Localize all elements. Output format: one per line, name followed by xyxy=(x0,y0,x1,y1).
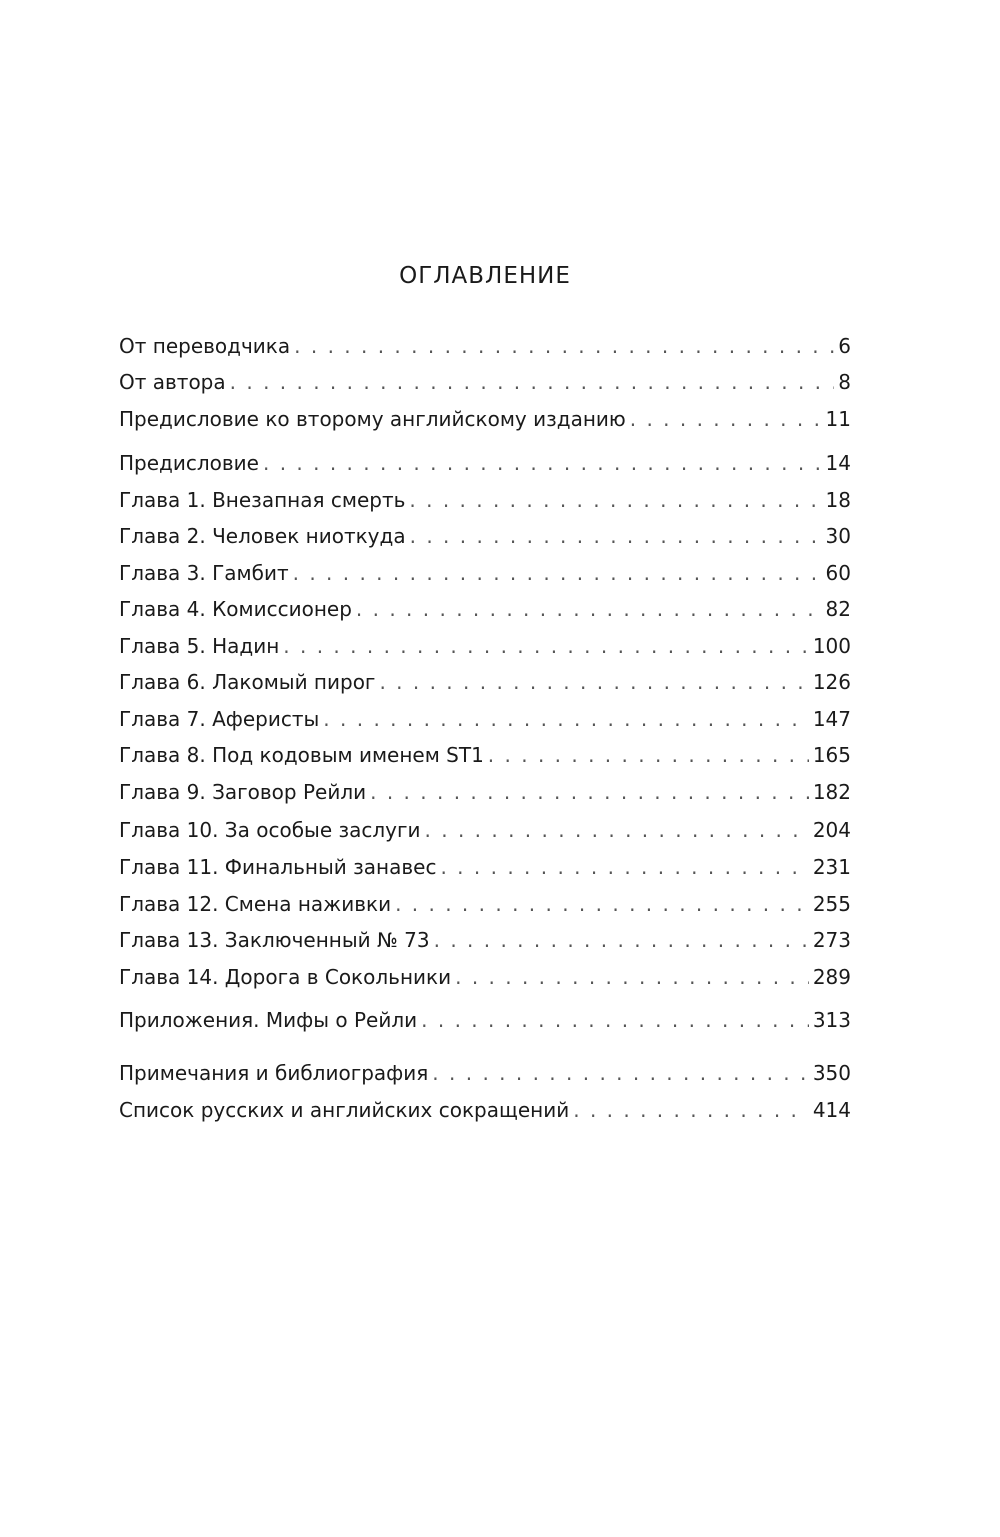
dot-leader xyxy=(488,737,809,773)
page-title: ОГЛАВЛЕНИЕ xyxy=(399,263,571,289)
dot-leader xyxy=(293,555,822,591)
dot-leader xyxy=(409,482,821,518)
toc-entry-label: Глава 7. Аферисты xyxy=(119,707,320,731)
toc-entry[interactable] xyxy=(119,737,851,773)
dot-leader xyxy=(370,774,809,810)
toc-entry[interactable] xyxy=(119,364,851,400)
toc-entry-label: Глава 11. Финальный занавес xyxy=(119,855,437,879)
dot-leader xyxy=(434,922,809,958)
toc-entry-label: Глава 6. Лакомый пирог xyxy=(119,670,376,694)
toc-entry-page: 126 xyxy=(812,670,851,694)
dot-leader xyxy=(630,401,822,437)
toc-entry[interactable] xyxy=(119,1055,851,1091)
toc-entry-page: 14 xyxy=(825,451,851,475)
toc-entry-label: Глава 4. Комиссионер xyxy=(119,597,352,621)
toc-entry-page: 414 xyxy=(812,1098,851,1122)
toc-entry-page: 255 xyxy=(812,892,851,916)
toc-entry[interactable] xyxy=(119,886,851,922)
toc-entry-label: Список русских и английских сокращений xyxy=(119,1098,570,1122)
toc-entry-page: 350 xyxy=(812,1061,851,1085)
toc-entry[interactable] xyxy=(119,959,851,995)
toc-entry-page: 204 xyxy=(812,818,851,842)
toc-entry[interactable] xyxy=(119,401,851,437)
toc-entry[interactable] xyxy=(119,849,851,885)
toc-entry-page: 60 xyxy=(825,561,851,585)
toc-entry[interactable] xyxy=(119,774,851,810)
toc-entry[interactable] xyxy=(119,518,851,554)
toc-entry-page: 6 xyxy=(838,334,851,358)
toc-entry-page: 165 xyxy=(812,743,851,767)
dot-leader xyxy=(323,701,809,737)
dot-leader xyxy=(379,664,808,700)
toc-entry-page: 30 xyxy=(825,524,851,548)
toc-entry[interactable] xyxy=(119,591,851,627)
toc-entry-label: Приложения. Мифы о Рейли xyxy=(119,1008,418,1032)
toc-entry-label: Примечания и библиография xyxy=(119,1061,429,1085)
toc-entry-page: 82 xyxy=(825,597,851,621)
toc-entry[interactable] xyxy=(119,628,851,664)
toc-entry-label: Глава 10. За особые заслуги xyxy=(119,818,421,842)
toc-entry[interactable] xyxy=(119,328,851,364)
dot-leader xyxy=(455,959,809,995)
dot-leader xyxy=(263,445,822,481)
toc-entry[interactable] xyxy=(119,922,851,958)
toc-entry-page: 289 xyxy=(812,965,851,989)
toc-entry-label: Глава 5. Надин xyxy=(119,634,280,658)
toc-entry[interactable] xyxy=(119,445,851,481)
dot-leader xyxy=(294,328,834,364)
toc-entry-page: 313 xyxy=(812,1008,851,1032)
dot-leader xyxy=(573,1092,809,1128)
toc-entry[interactable] xyxy=(119,1002,851,1038)
toc-entry[interactable] xyxy=(119,701,851,737)
toc-entry-page: 8 xyxy=(838,370,851,394)
toc-entry[interactable] xyxy=(119,555,851,591)
toc-entry-page: 231 xyxy=(812,855,851,879)
toc-entry-label: От переводчика xyxy=(119,334,291,358)
toc-entry-label: Глава 12. Смена наживки xyxy=(119,892,392,916)
dot-leader xyxy=(230,364,835,400)
toc-entry-page: 147 xyxy=(812,707,851,731)
toc-entry[interactable] xyxy=(119,812,851,848)
dot-leader xyxy=(356,591,822,627)
dot-leader xyxy=(395,886,809,922)
toc-entry[interactable] xyxy=(119,664,851,700)
toc-entry-page: 273 xyxy=(812,928,851,952)
toc-entry-label: Глава 2. Человек ниоткуда xyxy=(119,524,406,548)
dot-leader xyxy=(410,518,822,554)
toc-entry-page: 182 xyxy=(812,780,851,804)
toc-entry-label: Глава 13. Заключенный № 73 xyxy=(119,928,430,952)
dot-leader xyxy=(440,849,808,885)
toc-entry[interactable] xyxy=(119,1092,851,1128)
dot-leader xyxy=(425,812,809,848)
dot-leader xyxy=(283,628,809,664)
dot-leader xyxy=(421,1002,809,1038)
toc-entry[interactable] xyxy=(119,482,851,518)
toc-entry-label: Глава 14. Дорога в Сокольники xyxy=(119,965,452,989)
toc-entry-page: 11 xyxy=(825,407,851,431)
toc-entry-label: Предисловие ко второму английскому изданию xyxy=(119,407,626,431)
toc-entry-label: Глава 8. Под кодовым именем ST1 xyxy=(119,743,484,767)
dot-leader xyxy=(432,1055,809,1091)
toc-entry-label: Предисловие xyxy=(119,451,259,475)
toc-entry-label: Глава 9. Заговор Рейли xyxy=(119,780,367,804)
toc-entry-label: Глава 1. Внезапная смерть xyxy=(119,488,406,512)
toc-entry-label: От автора xyxy=(119,370,226,394)
toc-entry-page: 18 xyxy=(825,488,851,512)
toc-entry-label: Глава 3. Гамбит xyxy=(119,561,289,585)
toc-entry-page: 100 xyxy=(812,634,851,658)
